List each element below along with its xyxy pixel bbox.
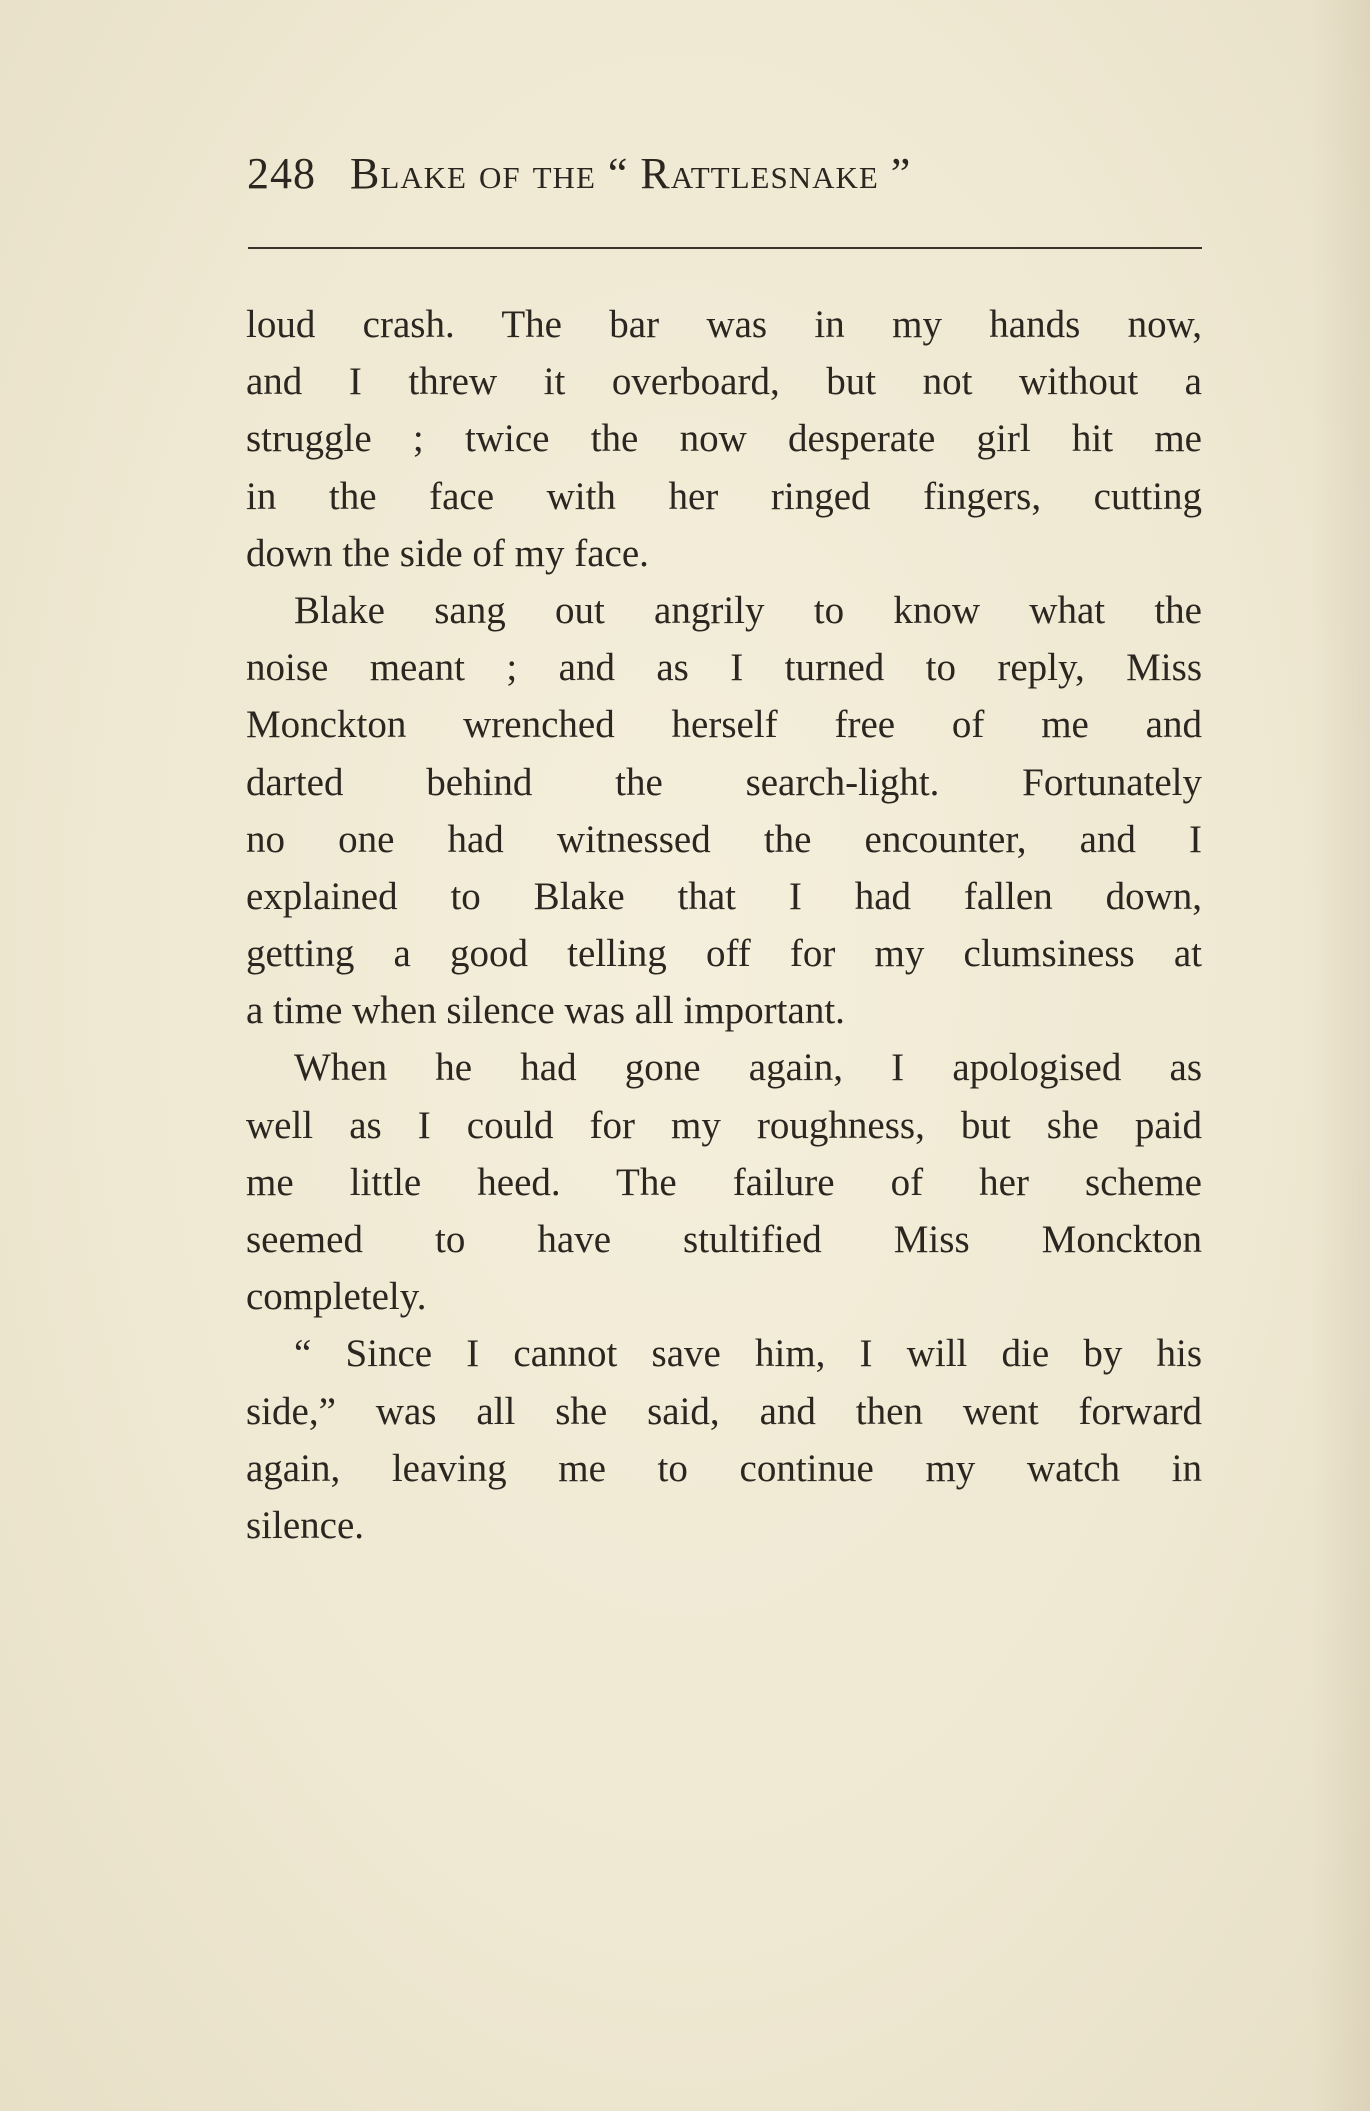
text-line: completely. — [246, 1275, 427, 1319]
text-line: loud crash. The bar was in my hands now, — [246, 303, 1202, 346]
text-line: explained to Blake that I had fallen down, — [246, 874, 1202, 918]
text-line: silence. — [246, 1503, 365, 1547]
text-line: When he had gone again, I apologised as — [294, 1046, 1202, 1090]
text-line: getting a good telling off for my clumsiness at — [246, 932, 1202, 976]
page-number: 248 — [247, 149, 316, 198]
text-line: Monckton wrenched herself free of me and — [246, 703, 1202, 747]
text-line: no one had witnessed the encounter, and I — [246, 817, 1202, 861]
text-line: darted behind the search-light. Fortunately — [246, 760, 1202, 804]
text-line: again, leaving me to continue my watch in — [246, 1446, 1202, 1490]
header-rule — [248, 247, 1202, 249]
running-title: Blake of the “ Rattlesnake ” — [350, 149, 912, 198]
text-line: and I threw it overboard, but not without a — [246, 360, 1202, 404]
text-line: me little heed. The failure of her scheme — [246, 1160, 1202, 1204]
text-line: seemed to have stultified Miss Monckton — [246, 1218, 1202, 1261]
page-edge-shadow — [1310, 0, 1370, 2111]
text-line: Blake sang out angrily to know what the — [294, 588, 1202, 632]
text-line: struggle ; twice the now desperate girl hit me — [246, 417, 1202, 461]
text-line: down the side of my face. — [246, 531, 649, 575]
text-body — [246, 296, 1202, 1554]
text-line: side,” was all she said, and then went forward — [246, 1389, 1202, 1433]
text-line: in the face with her ringed fingers, cutting — [246, 474, 1202, 518]
text-line: well as I could for my roughness, but she paid — [246, 1103, 1202, 1147]
text-line: a time when silence was all important. — [246, 989, 845, 1033]
running-head — [247, 148, 1207, 208]
text-line: “ Since I cannot save him, I will die by his — [294, 1332, 1202, 1376]
text-line: noise meant ; and as I turned to reply, Miss — [246, 646, 1202, 690]
